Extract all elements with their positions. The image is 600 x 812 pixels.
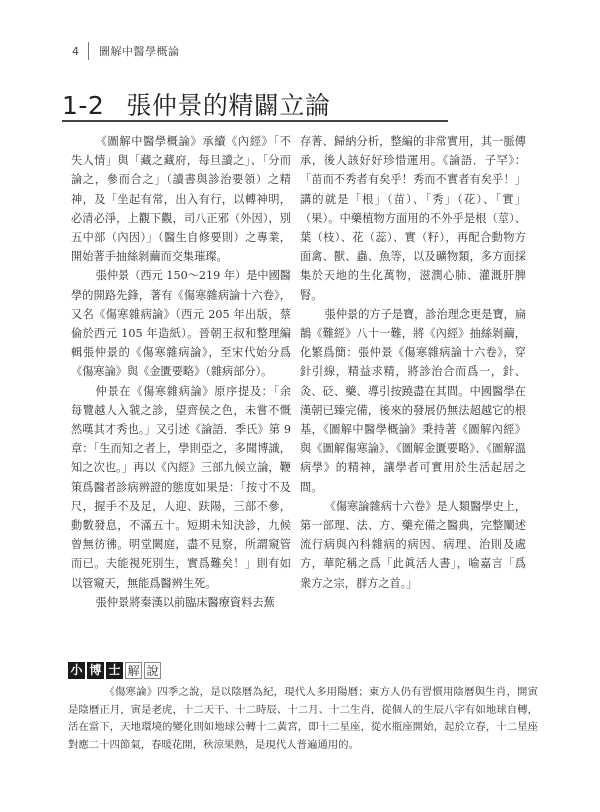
left-column (71, 132, 291, 612)
section-number: 1-2 (62, 91, 105, 120)
note-badge: 解 (125, 662, 142, 679)
paragraph: 張仲景的方子是寶，診治理念更是寶，扁鵲《難經》八十一難，將《內經》抽絲剝繭，化繁爲簡：張仲景《傷寒雜病論十六卷》，穿針引線，精益求精，將診治合而爲一，針、灸、砭、藥、導引按蹺盡在其間。中國醫學在漢朝已臻完備，後來的發展仍無法超越它的根基，《圖解中醫學概論》秉持著《圖解內經》與《圖解傷寒論》、《圖解金匱要略》、《圖解溫病學》的精神，讓學者可實用於生活起居之間。 (300, 307, 527, 494)
paragraph: 《傷寒論雜病十六卷》是人類醫學史上，第一部理、法、方、藥充備之醫典，完整闡述流行病與內科雜病的病因、病理、治則及處方，華陀稱之爲「此眞活人書」，喻嘉言「爲衆方之宗，群方之首。」 (300, 499, 527, 590)
paragraph: 張仲景（西元 150～219 年）是中國醫學的開路先鋒，著有《傷寒雜病論十六卷》，又名《傷寒雜病論》（西元 205 年出版，蔡倫於西元 105 年造紙）。晉朝王叔和整理編輯張仲景的《傷寒雜病論》，至宋代始分爲《傷寒論》與《金匱要略》（雜病部分）。 (71, 269, 291, 379)
sidebar-note-header (68, 662, 161, 679)
paragraph: 張仲景將秦漢以前臨床醫療資料去蕪 (95, 595, 275, 609)
note-badge: 小 (68, 662, 85, 679)
title-underline (62, 120, 448, 122)
paragraph: 《圖解中醫學概論》承續《內經》「不失人情」與「藏之藏府，每旦讀之」、「分而論之，參而合之」（讀書與診治要領）之精神，及「坐起有常，出入有行，以轉神明，必清必淨，上觀下觀，司八正邪（外因），別五中部（內因）」（醫生自修要則）之專業，開始著手抽絲剝繭而交集璀璨。 (71, 135, 291, 264)
section-title (62, 86, 448, 122)
note-badge: 說 (144, 662, 161, 679)
header-divider (88, 42, 89, 60)
running-head (72, 40, 180, 62)
note-badge: 士 (106, 662, 123, 679)
note-badge: 博 (87, 662, 104, 679)
book-title: 圖解中醫學概論 (99, 45, 180, 58)
paragraph-continuation: 存菁、歸納分析，整編的非常實用，其一脈傳承，後人該好好珍惜運用。《論語．子罕》：「苗而不秀者有矣乎！秀而不實者有矣乎！」講的就是「根」（苗）、「秀」（花）、「實」（果）。中藥植物方面用的不外乎是根（莖）、葉（枝）、花（蕊）、實（籽），再配合動物方面禽、獸、蟲、魚等，以及礦物類，多方面採集於天地的生化萬物，滋潤心肺、灌溉肝脾腎。 (300, 135, 526, 302)
right-column (300, 132, 526, 593)
section-heading: 張仲景的精闢立論 (126, 91, 331, 120)
paragraph: 仲景在《傷寒雜病論》原序提及：「余每覽越人入虢之診，望齊侯之色，未嘗不慨然嘆其才秀也。」又引述《論語．季氏》第 9 章：「生而知之者上，學則亞之，多聞博識，知之次也。」再以《內經》三部九候立論，鞭策爲醫者診病辨證的態度如果是：「按寸不及尺，握手不及足，人迎、趺陽，三部不參，動數發息，不滿五十。短期未知決診，九候曾無彷彿。明堂闕庭，盡不見察，所謂窺管而已。夫能視死別生，實爲難矣！」則有如以管窺天，無能爲醫辨生死。 (71, 384, 291, 590)
note-text: 《傷寒論》四季之說，是以陰曆為紀，現代人多用陽曆；東方人仍有習慣用陰曆與生肖，開寅是陰曆正月，寅是老虎，十二天干、十二時辰、十二月、十二生肖，從個人的生辰八字有如地球自轉，活在當下，天地環境的變化則如地球公轉十二黃宮，即十二星座，從水瓶座開始，起於立春，十二星座對應二十四節氣，春暖花開，秋涼果熟，是現代人普遍通用的。 (68, 686, 538, 751)
sidebar-note-body (68, 684, 538, 754)
page-number: 4 (72, 44, 79, 58)
